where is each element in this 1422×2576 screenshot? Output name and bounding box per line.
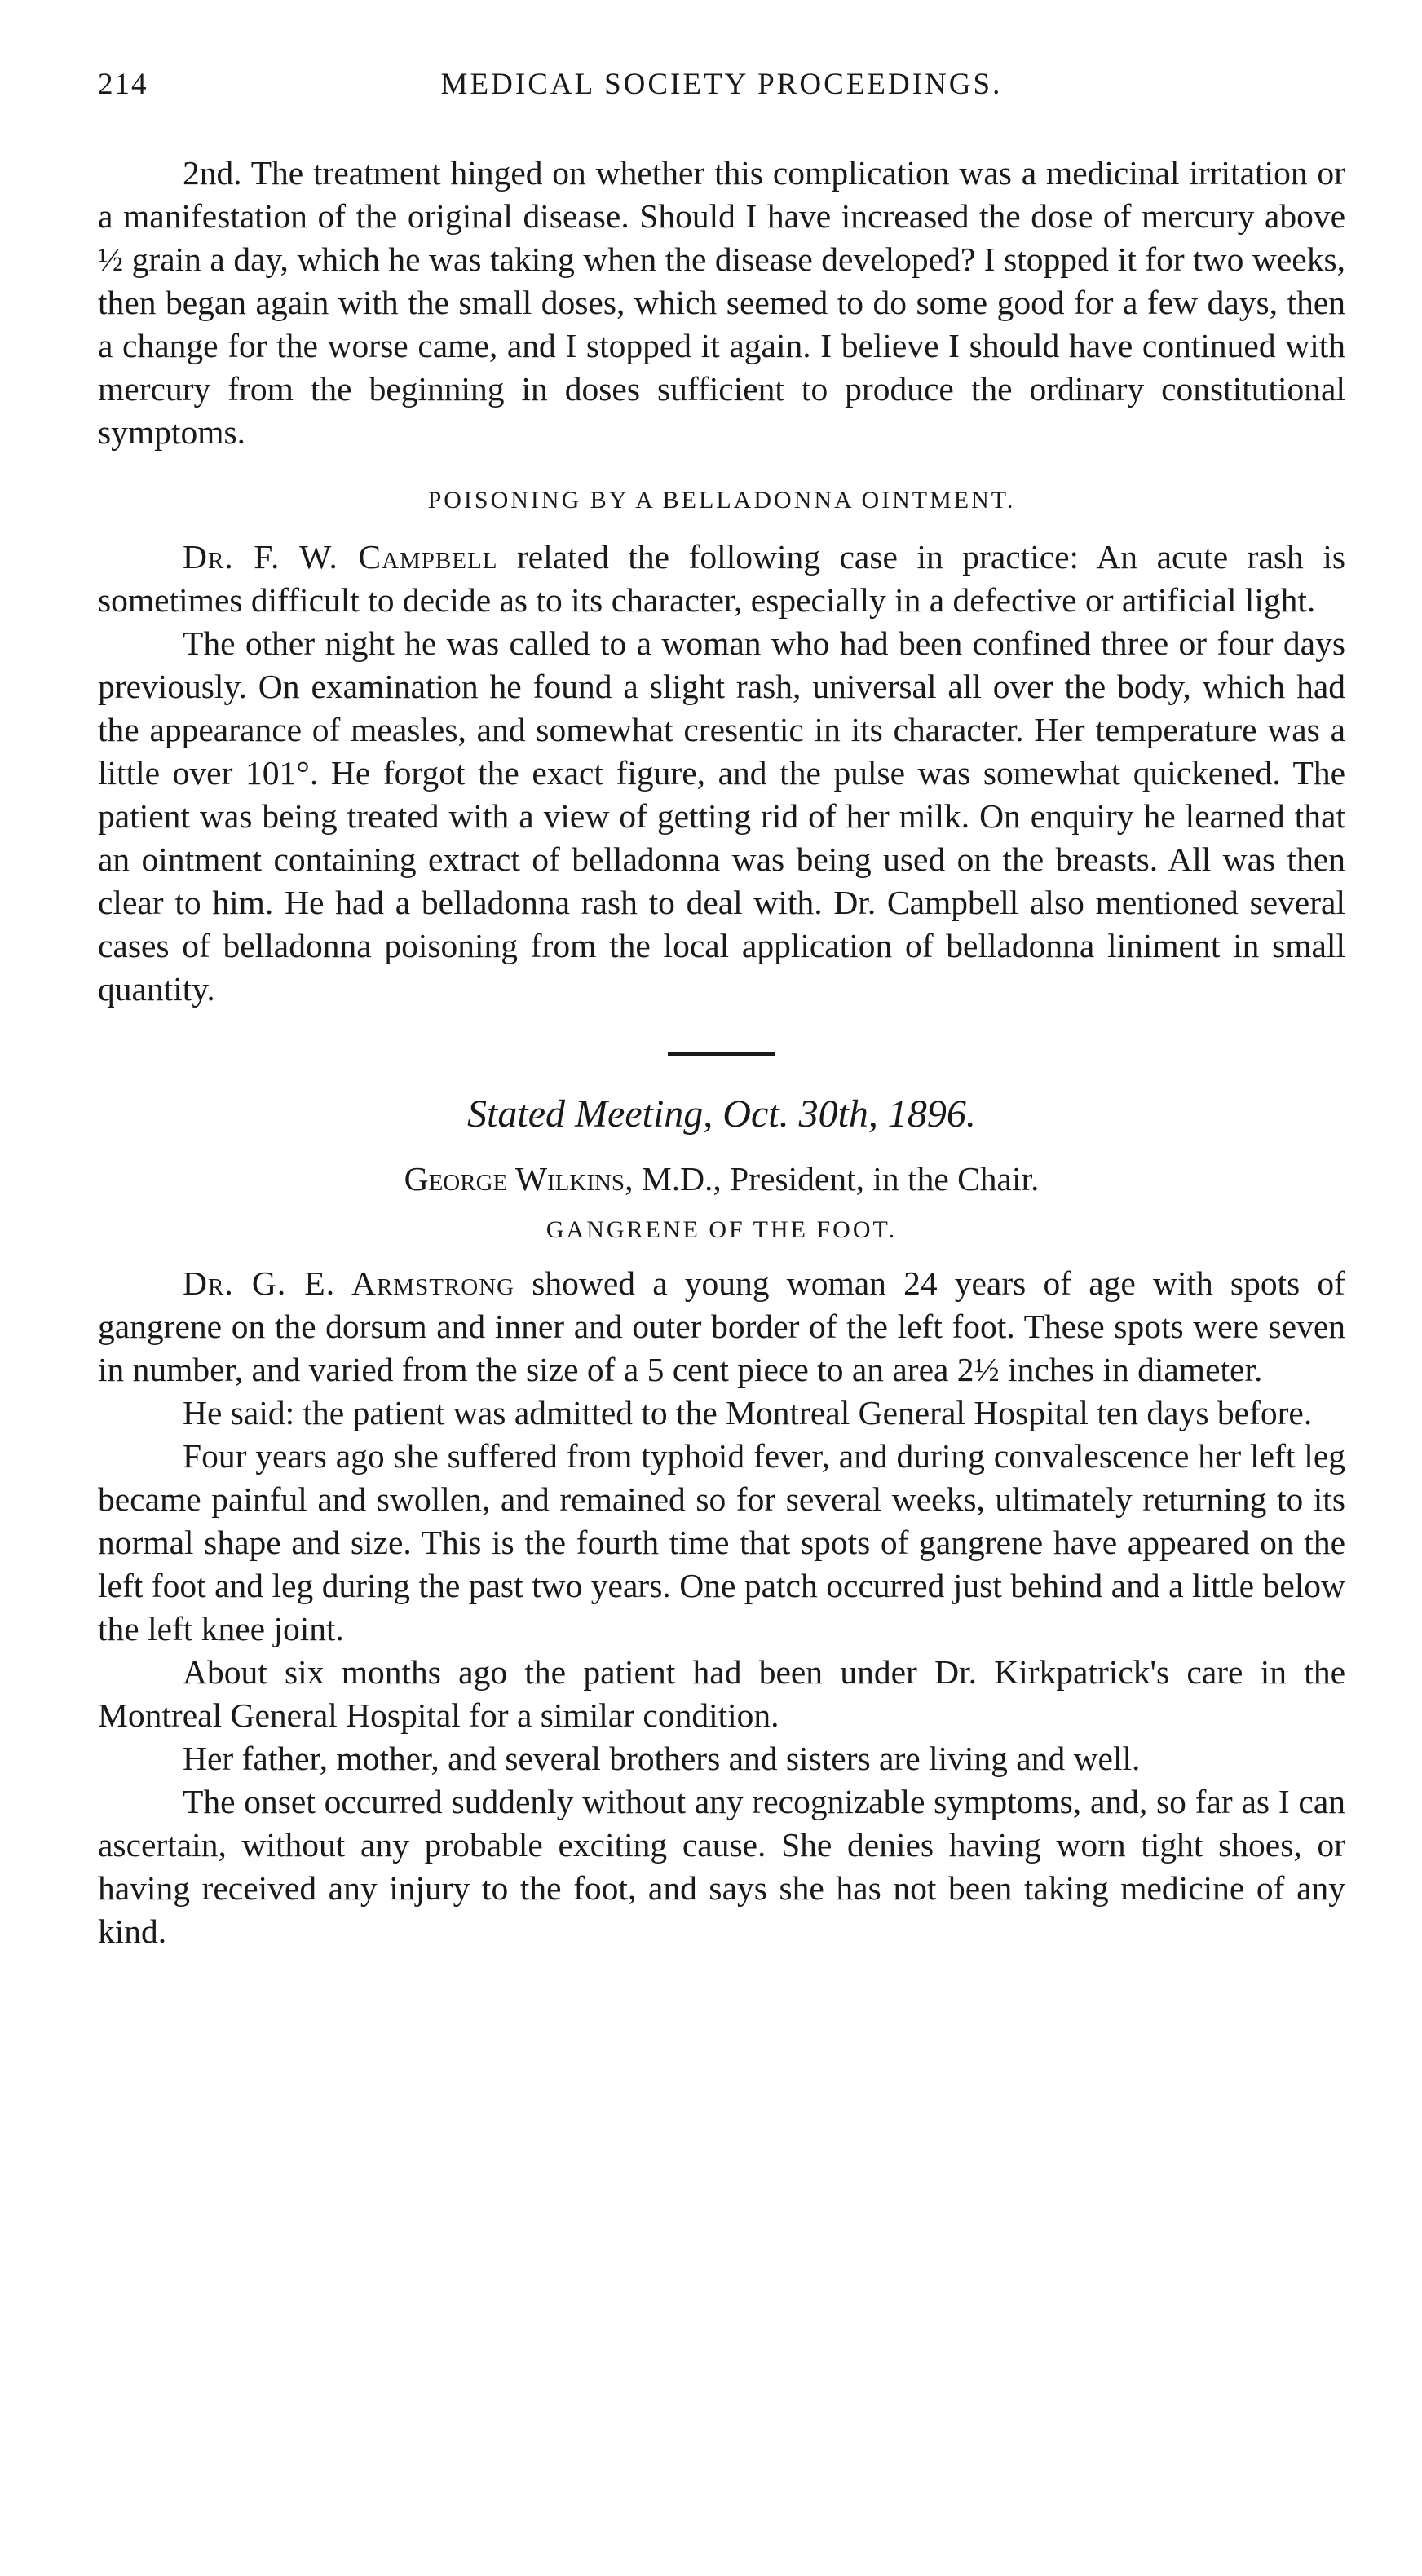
gangrene-paragraph-6: The onset occurred suddenly without any recognizable symptoms, and, so far as I can ascertain, without any probable exciting cause. She denies having worn tight shoes, or having received any injury to the foot, and says she has not been taking medicine of any kind. <box>98 1783 1345 1950</box>
page-number: 214 <box>98 68 148 101</box>
speaker-name: Dr. F. W. Campbell <box>183 538 498 576</box>
gangrene-paragraph-4: About six months ago the patient had been under Dr. Kirkpatrick's care in the Montreal General Hospital for a similar condition. <box>98 1653 1345 1734</box>
gangrene-heading: GANGRENE OF THE FOOT. <box>545 1216 898 1243</box>
paragraph-text: showed a young woman 24 years of age with spots of gangrene on the dorsum and inner and outer border of the left foot. These spots were seven in number, and varied from the size of a 5 cent piece to an area 2½ inches in diameter. <box>98 1264 1345 1388</box>
gangrene-paragraph-3: Four years ago she suffered from typhoid fever, and during convalescence her left leg became painful and swollen, and remained so for several weeks, ultimately returning to its normal shape and size. This is the fourth time that spots of gangrene have appeared on the left foot and leg during the past two years. One patch occurred just behind and a little below the left knee joint. <box>98 1437 1345 1647</box>
paragraph-text: related the following case in practice: An acute rash is sometimes difficult to decide as to its character, especially in a defective or artificial light. <box>98 538 1345 619</box>
chair-name: George Wilkins <box>404 1160 625 1198</box>
document-page <box>98 67 1345 1953</box>
belladonna-paragraph-1 <box>98 536 1345 622</box>
gangrene-paragraph-5: Her father, mother, and several brothers and sisters are living and well. <box>183 1740 1141 1777</box>
meeting-title: Stated Meeting, Oct. 30th, 1896. <box>467 1092 976 1136</box>
gangrene-paragraph-1 <box>98 1262 1345 1392</box>
intro-paragraph: 2nd. The treatment hinged on whether this complication was a medicinal irritation or a manifestation of the original disease. Should I have increased the dose of mercury above ½ grain a day, which he was taking when the disease developed? I stopped it for two weeks, then began again with the small doses, which seemed to do some good for a few days, then a change for the worse came, and I stopped it again. I believe I should have continued with mercury from the beginning in doses sufficient to produce the ordinary constitutional symptoms. <box>98 154 1345 451</box>
belladonna-paragraph-2: The other night he was called to a woman who had been confined three or four days previously. On examination he found a slight rash, universal all over the body, which had the appearance of measles, and somewhat cresentic in its character. Her temperature was a little over 101°. He forgot the exact figure, and the pulse was somewhat quickened. The patient was being treated with a view of getting rid of her milk. On enquiry he learned that an ointment containing extract of belladonna was being used on the breasts. All was then clear to him. He had a belladonna rash to deal with. Dr. Campbell also mentioned several cases of belladonna poisoning from the local application of belladonna liniment in small quantity. <box>98 624 1345 1008</box>
journal-title: MEDICAL SOCIETY PROCEEDINGS. <box>440 68 1003 101</box>
running-head <box>98 67 1345 116</box>
chair-line <box>98 1159 1345 1198</box>
belladonna-heading: POISONING BY A BELLADONNA OINTMENT. <box>427 487 1016 514</box>
chair-text: , M.D., President, in the Chair. <box>625 1160 1040 1198</box>
gangrene-paragraph-2: He said: the patient was admitted to the Montreal General Hospital ten days before. <box>183 1394 1313 1431</box>
speaker-name: Dr. G. E. Armstrong <box>183 1264 515 1302</box>
